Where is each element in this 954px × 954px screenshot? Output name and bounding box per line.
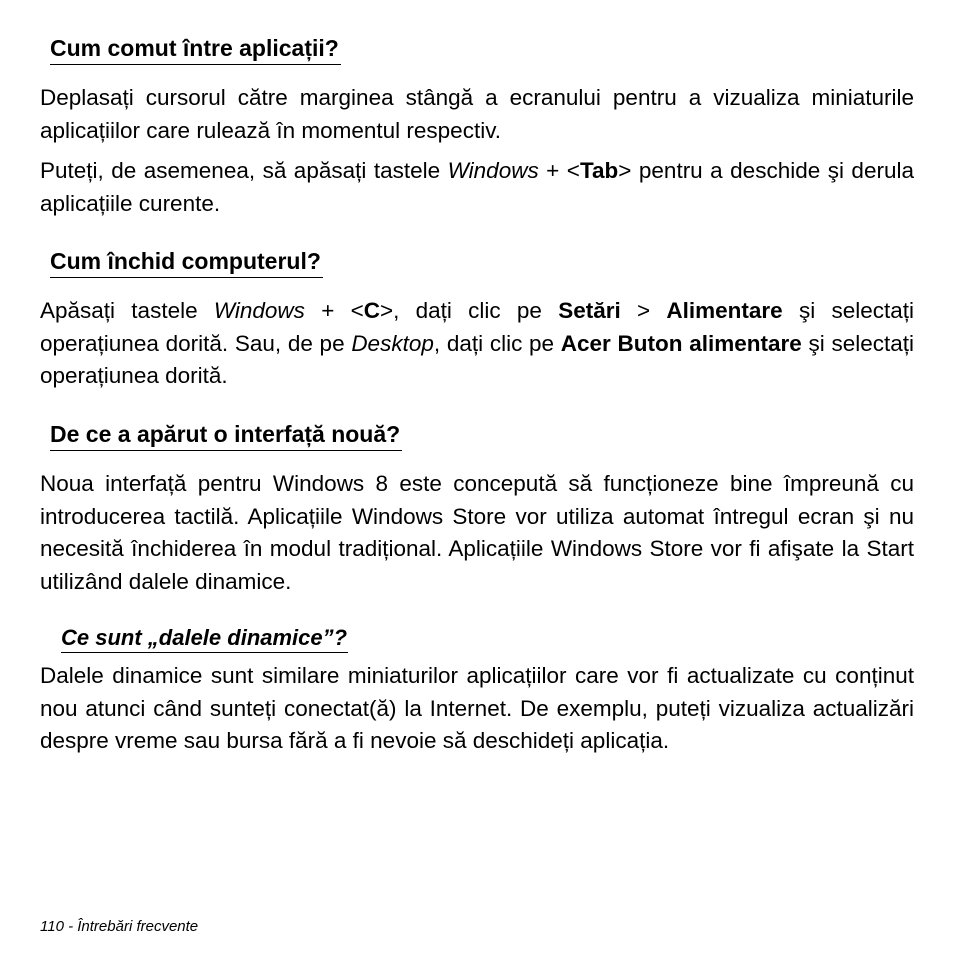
paragraph-switch-apps-1 [40, 82, 914, 147]
paragraph-switch-apps-2 [40, 155, 914, 220]
text-run: > pentru a deschide şi derula aplicațiile curente. [40, 158, 914, 216]
text-run: Deplasați cursorul către marginea stângă a ecranului pentru a vizualiza miniaturile aplicațiilor care rulează în momentul respectiv. [40, 85, 914, 143]
paragraph-new-interface [40, 468, 914, 598]
bold-text: Alimentare [666, 298, 783, 323]
text-run: > [620, 298, 667, 323]
text-run: >, dați clic pe [379, 298, 559, 323]
bold-text: Acer Buton alimentare [560, 330, 802, 356]
italic-text: Desktop [351, 330, 434, 356]
italic-text: Windows [213, 298, 305, 323]
text-run: + < [538, 158, 580, 183]
page-footer: 110 - Întrebări frecvente [40, 918, 199, 935]
paragraph-live-tiles [40, 660, 914, 758]
text-run: Dalele dinamice sunt similare miniaturilor aplicațiilor care vor fi actualizate cu conținut nou atunci când sunteți conectat(ă) la Internet. De exemplu, puteți vizualiza actualizări despre vreme sau bursa fără a fi nevoie să deschideți aplicația. [40, 663, 914, 753]
paragraph-shutdown [40, 295, 914, 393]
text-run: Apăsați tastele [40, 298, 214, 323]
section-heading-shutdown: Cum închid computerul? [50, 246, 323, 278]
bold-text: C [363, 298, 380, 323]
section-subheading-live-tiles: Ce sunt „dalele dinamice”? [61, 624, 348, 653]
text-run: şi selectați operațiunea dorită. [40, 330, 915, 388]
section-heading-switch-apps: Cum comut între aplicații? [50, 33, 341, 65]
text-run: şi selectați operațiunea dorită. Sau, de pe [40, 298, 914, 356]
bold-text: Tab [579, 158, 619, 183]
text-run: Noua interfață pentru Windows 8 este concepută să funcționeze bine împreună cu introducerea tactilă. Aplicațiile Windows Store vor utiliza automat întregul ecran şi nu necesită închiderea în modul tradițional. Aplicațiile Windows Store vor fi afişate la Start utilizând dalele dinamice. [40, 471, 914, 594]
italic-text: Windows [447, 158, 539, 183]
bold-text: Setări [558, 298, 621, 323]
text-run: Puteți, de asemenea, să apăsați tastele [40, 158, 448, 183]
text-run: + < [304, 298, 364, 323]
text-run: , dați clic pe [433, 330, 561, 356]
section-heading-new-interface: De ce a apărut o interfață nouă? [50, 419, 402, 451]
